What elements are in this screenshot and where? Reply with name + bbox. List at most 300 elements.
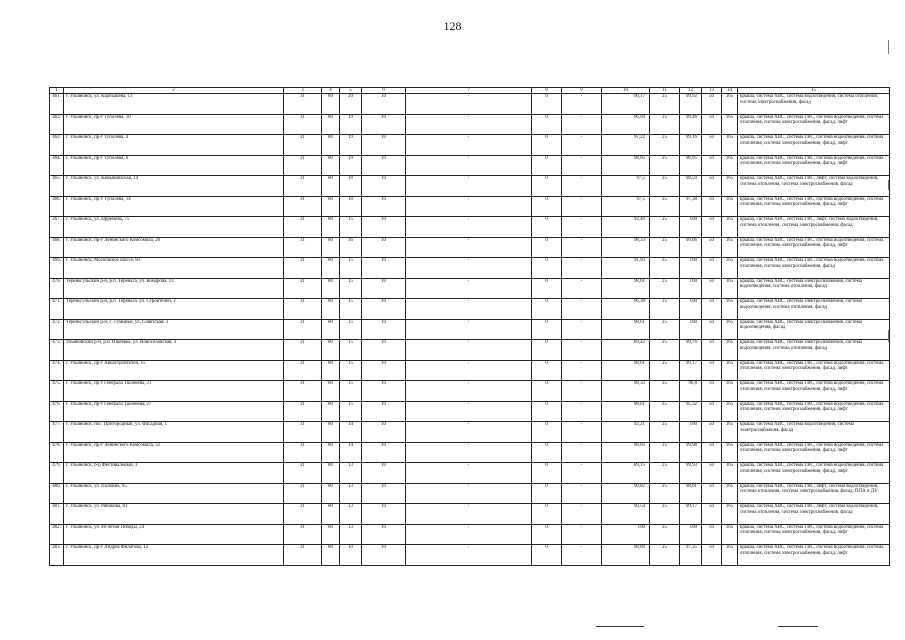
cell-c7: - [406,524,532,545]
cell-c12: 99,76 [680,340,702,361]
footer-stroke [596,626,644,627]
cell-c6: 10 [362,94,406,115]
cell-address: Тереньгульский р-н, с. Гуминки, ул. Советская, 3 [64,319,284,340]
cell-address: Тереньгульский р-н, р.п. Тереньга, ул. Строителей, 2 [64,299,284,320]
cell-c13: 50 [702,135,722,156]
cell-n: 476. [50,401,64,422]
cell-c6: 10 [362,114,406,135]
cell-c14: 165 [722,340,738,361]
cell-c14: 165 [722,278,738,299]
cell-c8: 0 [532,135,562,156]
cell-c13: 50 [702,463,722,484]
cell-c12: 100 [680,524,702,545]
cell-address: Ульяновский р-н, р.п. Ишеевка, ул. Новоселовская, 3 [64,340,284,361]
cell-n: 472. [50,319,64,340]
cell-c10: 98,33 [602,237,650,258]
cell-c6: 10 [362,340,406,361]
cell-c11: 25 [650,442,680,463]
cell-c5: 19 [340,155,362,176]
cell-c7: - [406,196,532,217]
cell-c13: 50 [702,94,722,115]
cell-c10: 90,17 [602,94,650,115]
cell-c6: 10 [362,524,406,545]
cell-address: г. Ульяновск, пр-т Туполева, 6 [64,155,284,176]
cell-c10: 90,82 [602,483,650,504]
cell-c8: 0 [532,545,562,566]
cell-c10: 98,89 [602,545,650,566]
cell-works: крыша, система ХВС, система ГВС, система водоотведения, система отопления, система электроснабжения, фасад, лифт [738,237,890,258]
cell-c14: 165 [722,258,738,279]
cell-c13: 50 [702,258,722,279]
cell-c11: 25 [650,114,680,135]
cell-c9: - [562,278,602,299]
cell-address: г. Ульяновск, пр-т Туполева, 10 [64,114,284,135]
cell-c11: 25 [650,237,680,258]
cell-address: г. Ульяновск, пр-т Ленинского Комсомола, 26 [64,237,284,258]
cell-c11: 25 [650,524,680,545]
cell-address: г. Ульяновск, б-р Фестивальный, 3 [64,463,284,484]
cell-c10: 89,42 [602,340,650,361]
cell-works: крыша, система ХВС, система ГВС, система водоотведения, система отопления, система электроснабжения, фасад, лифт [738,196,890,217]
cell-c3: 31 [284,319,322,340]
cell-c10: 98,61 [602,401,650,422]
cell-c6: 10 [362,545,406,566]
cell-c5: 18 [340,196,362,217]
cell-n: 467. [50,217,64,238]
cell-address: г. Ульяновск, пр-т Туполева, 4 [64,135,284,156]
cell-c7: - [406,278,532,299]
table-row [50,135,890,156]
cell-c5: 10 [340,545,362,566]
cell-c13: 50 [702,237,722,258]
cell-c4: 80 [322,217,340,238]
cell-c6: 10 [362,360,406,381]
cell-works: крыша, система ХВС, система ГВС, система водоотведения, система отопления, система электроснабжения, фасад [738,258,890,279]
cell-c14: 165 [722,422,738,443]
cell-c13: 50 [702,483,722,504]
cell-address: г. Ульяновск, ул. Камышинская, 14 [64,176,284,197]
cell-c5: 19 [340,135,362,156]
cell-c9: - [562,401,602,422]
cell-c5: 15 [340,360,362,381]
cell-c9: - [562,258,602,279]
cell-n: 474. [50,360,64,381]
cell-c12: 96,95 [680,155,702,176]
cell-c14: 165 [722,401,738,422]
cell-works: крыша, система ХВС, система ГВС, система водоотведения, система отопления, система электроснабжения, фасад, лифт [738,381,890,402]
table-row [50,442,890,463]
column-number-cell: 9 [562,88,602,94]
cell-c6: 10 [362,176,406,197]
edge-mark [888,330,889,342]
cell-c4: 80 [322,422,340,443]
cell-c3: 31 [284,381,322,402]
cell-works: крыша, система ХВС, система ГВС, система водоотведения, система отопления, система электроснабжения, фасад, лифт [738,524,890,545]
cell-n: 465. [50,176,64,197]
cell-c12: 99,98 [680,442,702,463]
cell-c7: - [406,237,532,258]
cell-c4: 80 [322,237,340,258]
cell-c14: 165 [722,504,738,525]
cell-c6: 10 [362,258,406,279]
cell-c13: 50 [702,196,722,217]
cell-works: крыша, система ХВС, система ГВС, система водоотведения, система отопления, система электроснабжения, фасад, лифт [738,360,890,381]
column-number-cell: 5 [340,88,362,94]
cell-address: г. Ульяновск, ул. Рябикова, 83 [64,504,284,525]
cell-c11: 25 [650,155,680,176]
cell-c8: 0 [532,422,562,443]
cell-c12: 99,17 [680,504,702,525]
table-row [50,463,890,484]
cell-c10: 98,05 [602,442,650,463]
cell-c8: 0 [532,381,562,402]
table-row [50,504,890,525]
cell-c10: 98,61 [602,360,650,381]
cell-c13: 50 [702,114,722,135]
cell-c9: - [562,196,602,217]
cell-n: 477. [50,422,64,443]
table-row [50,360,890,381]
cell-c6: 10 [362,135,406,156]
cell-c12: 99,46 [680,114,702,135]
cell-c8: 0 [532,360,562,381]
column-number-cell: 8 [532,88,562,94]
cell-c4: 80 [322,258,340,279]
cell-works: крыша, система ХВС, система ГВС, система водоотведения, система отопления, система электроснабжения, фасад, лифт [738,155,890,176]
column-number-cell: 3 [284,88,322,94]
cell-c3: 31 [284,360,322,381]
cell-address: Тереньгульский р-н, р.п. Тереньга, ул. Комарова, 13 [64,278,284,299]
cell-n: 473. [50,340,64,361]
cell-c9: - [562,504,602,525]
cell-c6: 10 [362,463,406,484]
cell-c11: 25 [650,381,680,402]
cell-c9: - [562,442,602,463]
cell-c10: 98,33 [602,381,650,402]
table-row [50,422,890,443]
cell-c14: 165 [722,381,738,402]
cell-c11: 25 [650,217,680,238]
cell-c10: 92,21 [602,422,650,443]
cell-c8: 0 [532,340,562,361]
cell-c9: - [562,422,602,443]
cell-c6: 10 [362,401,406,422]
cell-c5: 15 [340,217,362,238]
cell-c7: - [406,360,532,381]
cell-works: крыша, система ХВС, система ГВС, система водоотведения, система отопления, система электроснабжения, фасад, лифт [738,401,890,422]
cell-c3: 31 [284,299,322,320]
cell-c9: - [562,545,602,566]
cell-c7: - [406,545,532,566]
cell-c5: 14 [340,422,362,443]
cell-c13: 50 [702,217,722,238]
cell-address: г. Ульяновск, пр-т Генерала Тюленева, 21 [64,381,284,402]
cell-c13: 50 [702,422,722,443]
cell-n: 478. [50,442,64,463]
cell-c12: 100 [680,319,702,340]
cell-c7: - [406,504,532,525]
table-row [50,340,890,361]
cell-c14: 165 [722,155,738,176]
cell-c11: 25 [650,545,680,566]
table-row [50,545,890,566]
table-row [50,155,890,176]
cell-c10: 98,61 [602,278,650,299]
cell-n: 482. [50,524,64,545]
column-number-cell: 14 [722,88,738,94]
cell-c14: 165 [722,114,738,135]
cell-n: 463. [50,135,64,156]
cell-c5: 15 [340,299,362,320]
cell-n: 471. [50,299,64,320]
cell-c12: 99,16 [680,135,702,156]
cell-c10: 98,05 [602,155,650,176]
cell-c5: 15 [340,258,362,279]
cell-c8: 0 [532,217,562,238]
cell-c9: - [562,319,602,340]
cell-address: г. Ульяновск, ул. Ефремова, 75 [64,217,284,238]
cell-address: г. Ульяновск, ул. Карбышева, 13 [64,94,284,115]
cell-c4: 80 [322,524,340,545]
cell-c7: - [406,155,532,176]
cell-c6: 10 [362,278,406,299]
cell-works: крыша, система ХВС, система ГВС, система водоотведения, система отопления, система электроснабжения, фасад, лифт [738,135,890,156]
cell-address: г. Ульяновск, пр-т Туполева, 14 [64,196,284,217]
cell-c12: 99,93 [680,463,702,484]
cell-works: крыша, система ХВС, система ГВС, система водоотведения, система отопления, система электроснабжения, фасад, лифт [738,442,890,463]
cell-c6: 10 [362,196,406,217]
cell-c9: - [562,483,602,504]
cell-c9: - [562,155,602,176]
housing-register-table [49,87,890,566]
cell-c14: 165 [722,319,738,340]
cell-c10: 96,94 [602,114,650,135]
column-number-cell: 15 [738,88,890,94]
table-row [50,176,890,197]
cell-n: 466. [50,196,64,217]
cell-c9: - [562,463,602,484]
cell-c3: 31 [284,155,322,176]
cell-c9: - [562,135,602,156]
cell-c7: - [406,94,532,115]
cell-c6: 10 [362,483,406,504]
cell-c8: 0 [532,299,562,320]
cell-c11: 25 [650,483,680,504]
cell-c9: - [562,381,602,402]
cell-n: 462. [50,114,64,135]
cell-c10: 89,15 [602,463,650,484]
cell-c12: 98,61 [680,483,702,504]
cell-c5: 15 [340,381,362,402]
table-row [50,524,890,545]
cell-c13: 50 [702,299,722,320]
cell-c11: 25 [650,422,680,443]
cell-c14: 165 [722,360,738,381]
cell-c6: 10 [362,422,406,443]
cell-c3: 31 [284,463,322,484]
cell-c8: 0 [532,442,562,463]
cell-c7: - [406,442,532,463]
cell-c8: 0 [532,504,562,525]
cell-c10: 91,93 [602,258,650,279]
cell-c12: 100 [680,299,702,320]
cell-c5: 15 [340,319,362,340]
cell-c3: 31 [284,401,322,422]
cell-c3: 31 [284,545,322,566]
cell-c12: 100 [680,278,702,299]
cell-c14: 165 [722,524,738,545]
cell-c14: 165 [722,176,738,197]
cell-c8: 0 [532,114,562,135]
cell-c12: 98,59 [680,176,702,197]
cell-c3: 31 [284,114,322,135]
cell-address: г. Ульяновск, пр-т Ленинского Комсомола, 32 [64,442,284,463]
cell-c10: 92,49 [602,217,650,238]
cell-works: крыша, система ХВС, система ГВС, система водоотведения, система отопления, система электроснабжения, фасад, лифт [738,114,890,135]
cell-c12: 100 [680,217,702,238]
table-row [50,401,890,422]
cell-c5: 15 [340,340,362,361]
cell-c3: 31 [284,94,322,115]
cell-works: крыша, система ХВС, система электроснабжения, система водоотведения, система отопления, фасад [738,340,890,361]
cell-works: крыша, система ХВС, система водоотведения, система электроснабжения, фасад [738,422,890,443]
cell-c4: 80 [322,401,340,422]
cell-c5: 15 [340,401,362,422]
cell-c3: 31 [284,524,322,545]
cell-c5: 19 [340,114,362,135]
cell-c3: 31 [284,217,322,238]
cell-c4: 80 [322,545,340,566]
cell-c4: 80 [322,319,340,340]
cell-c9: - [562,524,602,545]
cell-c14: 165 [722,217,738,238]
cell-n: 481. [50,504,64,525]
cell-c14: 165 [722,483,738,504]
cell-c13: 50 [702,319,722,340]
cell-c7: - [406,176,532,197]
edge-mark [888,180,889,190]
cell-c3: 31 [284,278,322,299]
cell-c4: 80 [322,155,340,176]
cell-c3: 31 [284,237,322,258]
cell-c14: 165 [722,545,738,566]
cell-c3: 31 [284,196,322,217]
cell-c11: 25 [650,340,680,361]
cell-c8: 0 [532,524,562,545]
cell-c5: 15 [340,278,362,299]
cell-c3: 31 [284,422,322,443]
cell-c12: 95,32 [680,401,702,422]
cell-c8: 0 [532,155,562,176]
cell-c8: 0 [532,319,562,340]
cell-c12: 97,38 [680,196,702,217]
cell-c4: 80 [322,360,340,381]
cell-c10: 97,5 [602,176,650,197]
cell-c4: 80 [322,278,340,299]
cell-c13: 50 [702,524,722,545]
cell-c8: 0 [532,401,562,422]
cell-c12: 97,35 [680,545,702,566]
cell-c8: 0 [532,463,562,484]
cell-c7: - [406,401,532,422]
cell-c8: 0 [532,258,562,279]
cell-c3: 31 [284,135,322,156]
cell-c4: 80 [322,299,340,320]
cell-c4: 80 [322,114,340,135]
column-number-cell: 12 [680,88,702,94]
cell-c4: 80 [322,442,340,463]
table-row [50,94,890,115]
cell-address: г. Ульяновск, Московское шоссе, 83 [64,258,284,279]
cell-works: крыша, система ХВС, система ГВС, лифт, система водоотведения, система отопления, система электроснабжения, фасад, ППА и ДУ [738,483,890,504]
cell-c7: - [406,422,532,443]
cell-n: 468. [50,237,64,258]
cell-c5: 13 [340,524,362,545]
cell-c11: 25 [650,278,680,299]
cell-c4: 80 [322,504,340,525]
cell-n: 483. [50,545,64,566]
cell-c8: 0 [532,176,562,197]
table-row [50,258,890,279]
cell-c12: 100 [680,422,702,443]
cell-c11: 25 [650,176,680,197]
cell-c9: - [562,360,602,381]
page-number: 128 [443,19,462,33]
cell-c11: 25 [650,504,680,525]
cell-c3: 31 [284,176,322,197]
cell-c12: 99,92 [680,94,702,115]
cell-c5: 16 [340,237,362,258]
cell-n: 461. [50,94,64,115]
cell-c10: 97,5 [602,196,650,217]
cell-c11: 25 [650,94,680,115]
cell-c7: - [406,483,532,504]
cell-c7: - [406,463,532,484]
cell-c11: 25 [650,319,680,340]
cell-c10: 97,22 [602,135,650,156]
cell-c4: 80 [322,94,340,115]
cell-address: г. Ульяновск, пр-т Авиастроителей, 15 [64,360,284,381]
cell-c4: 80 [322,340,340,361]
cell-c12: 99,17 [680,360,702,381]
cell-c5: 13 [340,483,362,504]
cell-c6: 10 [362,237,406,258]
cell-c10: 96,38 [602,299,650,320]
table-row [50,381,890,402]
cell-c12: 100 [680,258,702,279]
cell-n: 469. [50,258,64,279]
cell-c4: 80 [322,483,340,504]
cell-c14: 165 [722,442,738,463]
cell-c9: - [562,94,602,115]
table-row [50,483,890,504]
cell-c3: 31 [284,442,322,463]
cell-n: 479. [50,463,64,484]
cell-c6: 10 [362,442,406,463]
cell-c3: 31 [284,258,322,279]
cell-c7: - [406,340,532,361]
cell-works: крыша, система ХВС, система электроснабжения, система водоотведения, система отопления, фасад [738,299,890,320]
cell-c4: 80 [322,135,340,156]
cell-c13: 50 [702,545,722,566]
cell-c11: 25 [650,401,680,422]
cell-c12: 99,06 [680,237,702,258]
cell-c13: 50 [702,278,722,299]
table-row [50,237,890,258]
cell-c7: - [406,135,532,156]
cell-c10: 98,61 [602,319,650,340]
cell-c8: 0 [532,483,562,504]
